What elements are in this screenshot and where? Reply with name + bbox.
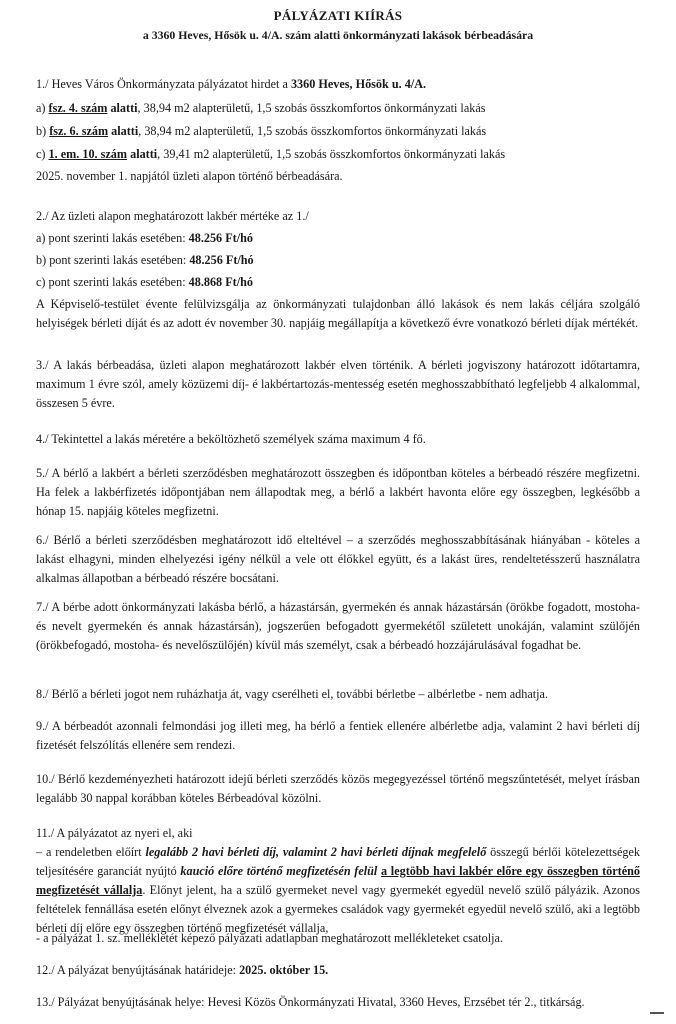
rent-a: a) pont szerinti lakás esetében: 48.256 Ft/hó — [36, 231, 253, 245]
section-10: 10./ Bérlő kezdeményezheti határozott idejű bérleti szerződés közös megegyezéssel történő megszűntetését, melyet írásban legalább 30 nappal korábban köteles Bérbeadóval közölni. — [36, 772, 640, 805]
rent-review-note: A Képviselő-testület évente felülvizsgálja az önkormányzati tulajdonban álló lakások és nem lakás céljára szolgáló helyiségek bérleti díját és az adott év november 30. napjáig megállapítja a következő évre vonatkozó bérleti díjak mértékét. — [36, 297, 640, 330]
page-subtitle: a 3360 Heves, Hősök u. 4/A. szám alatti önkormányzati lakások bérbeadására — [142, 28, 534, 42]
apartment-c-unit: 1. em. 10. szám — [48, 147, 128, 161]
apartment-a: a) fsz. 4. szám alatti, 38,94 m2 alapterületű, 1,5 szobás összkomfortos önkormányzati lakás — [36, 101, 486, 115]
rent-b-value: 48.256 Ft/hó — [189, 253, 254, 267]
section-12: 12./ A pályázat benyújtásának határideje: 2025. október 15. — [36, 963, 329, 977]
section-3: 3./ A lakás bérbeadása, üzleti alapon meghatározott lakbér elven történik. A bérleti jogviszony határozott időtartamra, maximum 1 évre szól, amely közüzemi díj- é lakbértartozás-mentesség esetén meghosszabbítható legfeljebb 4 alkalommal, összesen 5 évre. — [36, 358, 640, 410]
section-13: 13./ Pályázat benyújtásának helye: Hevesi Közös Önkormányzati Hivatal, 3360 Heves, Erzsébet tér 2., titkárság. — [36, 995, 585, 1009]
property-address: 3360 Heves, Hősök u. 4/A. — [290, 77, 427, 91]
section-11-condition-2: - a pályázat 1. sz. mellékletét képező pályázati adatlapban meghatározott mellékleteket csatolja. — [36, 931, 503, 945]
apartment-b-unit: fsz. 6. szám — [49, 124, 109, 138]
apartment-b: b) fsz. 6. szám alatti, 38,94 m2 alapterületű, 1,5 szobás összkomfortos önkormányzati lakás — [36, 124, 487, 138]
apartment-c: c) 1. em. 10. szám alatti, 39,41 m2 alapterületű, 1,5 szobás összkomfortos önkormányzati lakás — [36, 147, 506, 161]
section-4: 4./ Tekintettel a lakás méretére a beköltözhető személyek száma maximum 4 fő. — [36, 432, 426, 446]
section-2-intro: 2./ Az üzleti alapon meghatározott lakbér mértéke az 1./ — [36, 209, 309, 223]
rent-b: b) pont szerinti lakás esetében: 48.256 Ft/hó — [36, 253, 254, 267]
rental-start-date: 2025. november 1. napjától üzleti alapon történő bérbeadására. — [36, 169, 343, 183]
deadline-value: 2025. október 15. — [239, 963, 329, 977]
section-11-intro: 11./ A pályázatot az nyeri el, aki — [36, 826, 193, 840]
section-8: 8./ Bérlő a bérleti jogot nem ruházhatja át, vagy cserélheti el, további bérletbe – albérletbe - nem adhatja. — [36, 687, 549, 701]
section-9: 9./ A bérbeadót azonnali felmondási jog illeti meg, ha bérlő a fentiek ellenére albérletbe adja, valamint 2 havi bérleti díj fizetését felszólítás ellenére sem rendezi. — [36, 719, 640, 752]
page-title: PÁLYÁZATI KIÍRÁS — [273, 8, 403, 23]
section-11-condition-1: – a rendeletben előírt legalább 2 havi bérleti díj, valamint 2 havi bérleti díjnak megfelelő összegű bérlői kötelezettségek teljesítésére garanciát nyújtó kaució előre történő megfizetésén felül a legtöbb havi lakbér előre egy összegben történő megfizetését vállalja. Előnyt jelent, ha a szülő gyermeket nevel vagy gyermekét egyedül nevelő szülő pályázik. Azonos feltételek fennállása esetén előnyt élveznek azok a gyermekes családok vagy gyermekét egyedül nevelő szülő, aki a legtöbb bérleti díj előre egy összegben történő megfizetését vállalja, — [36, 845, 641, 935]
section-6: 6./ Bérlő a bérleti szerződésben meghatározott idő elteltével – a szerződés meghosszabbításának hiányában - köteles a lakást elhagyni, minden elhelyezési igény nélkül a vele ott élőkkel együtt, és a lakást üres, rendeltetésszerű használatra alkalmas állapotban a bérbeadó részére bocsátani. — [36, 533, 640, 585]
rent-a-value: 48.256 Ft/hó — [188, 231, 253, 245]
section-7: 7./ A bérbe adott önkormányzati lakásba bérlő, a házastársán, gyermekén és annak házastársán (örökbe fogadott, mostoha- és nevelt gyermekén és annak házastársán), jogszerűen befogadott gyermekétől született unokáján, valamint szülőjén (örökbefogadó, mostoha- és nevelőszülőjén) kívül más személyt, csak a bérbeadó hozzájárulásával fogadhat be. — [36, 600, 640, 652]
section-1-intro: 1./ Heves Város Önkormányzata pályázatot hirdet a 3360 Heves, Hősök u. 4/A. — [36, 77, 427, 91]
page-continuation-mark — [650, 1012, 664, 1014]
apartment-a-unit: fsz. 4. szám — [48, 101, 108, 115]
rent-c-value: 48.868 Ft/hó — [188, 275, 253, 289]
section-5: 5./ A bérlő a lakbért a bérleti szerződésben meghatározott összegben és időpontban köteles a bérbeadó részére megfizetni. Ha felek a lakbérfizetés időpontjában nem állapodtak meg, a bérlő a lakbért havonta előre egy összegben, legkésőbb a hónap 15. napjáig köteles megfizetni. — [36, 466, 640, 518]
rent-c: c) pont szerinti lakás esetében: 48.868 Ft/hó — [36, 275, 253, 289]
